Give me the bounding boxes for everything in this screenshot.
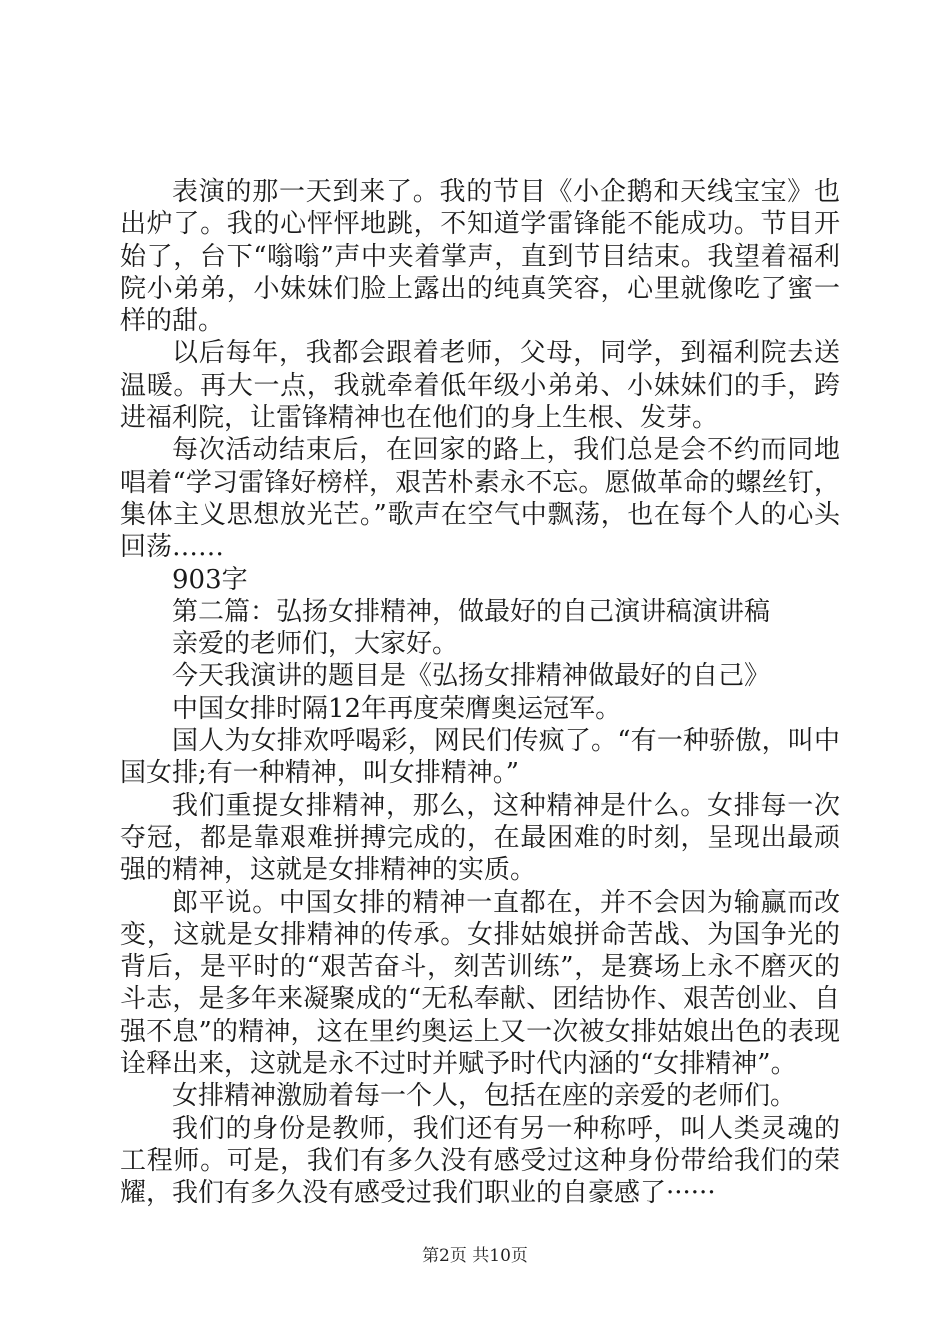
paragraph: 表演的那一天到来了。我的节目《小企鹅和天线宝宝》也出炉了。我的心怦怦地跳，不知道学雷锋能不能成功。节目开始了，台下“嗡嗡”声中夹着掌声，直到节目结束。我望着福利院小弟弟，小妹妹们脸上露出的纯真笑容，心里就像吃了蜜一样的甜。 [120,177,840,337]
page-footer: 第2页 共10页 [422,1246,528,1266]
paragraph: 我们的身份是教师，我们还有另一种称呼，叫人类灵魂的工程师。可是，我们有多久没有感受过这种身份带给我们的荣耀，我们有多久没有感受过我们职业的自豪感了······ [120,1113,840,1209]
paragraph: 亲爱的老师们，大家好。 [172,629,459,660]
word-count: 903字 [172,564,248,595]
paragraph: 我们重提女排精神，那么，这种精神是什么。女排每一次夺冠，都是靠艰难拼搏完成的，在最困难的时刻，呈现出最顽强的精神，这就是女排精神的实质。 [120,790,840,886]
body-text [120,176,840,1210]
paragraph: 中国女排时隔12年再度荣膺奥运冠军。 [172,693,622,724]
paragraph: 以后每年，我都会跟着老师，父母，同学，到福利院去送温暖。再大一点，我就牵着低年级小弟弟、小妹妹们的手，跨进福利院，让雷锋精神也在他们的身上生根、发芽。 [120,338,840,434]
paragraph: 今天我演讲的题目是《弘扬女排精神做最好的自己》 [172,661,771,692]
paragraph: 女排精神激励着每一个人，包括在座的亲爱的老师们。 [172,1081,797,1112]
paragraph: 每次活动结束后，在回家的路上，我们总是会不约而同地唱着“学习雷锋好榜样，艰苦朴素永不忘。愿做革命的螺丝钉，集体主义思想放光芒。”歌声在空气中飘荡，也在每个人的心头回荡…… [120,435,840,563]
section-heading: 第二篇：弘扬女排精神，做最好的自己演讲稿演讲稿 [172,596,771,627]
paragraph: 国人为女排欢呼喝彩，网民们传疯了。“有一种骄傲，叫中国女排;有一种精神，叫女排精神。” [120,726,840,789]
paragraph: 郎平说。中国女排的精神一直都在，并不会因为输赢而改变，这就是女排精神的传承。女排姑娘拼命苦战、为国争光的背后，是平时的“艰苦奋斗，刻苦训练”，是赛场上永不磨灭的斗志，是多年来凝聚成的“无私奉献、团结协作、艰苦创业、自强不息”的精神，这在里约奥运上又一次被女排姑娘出色的表现诠释出来，这就是永不过时并赋予时代内涵的“女排精神”。 [120,887,840,1080]
